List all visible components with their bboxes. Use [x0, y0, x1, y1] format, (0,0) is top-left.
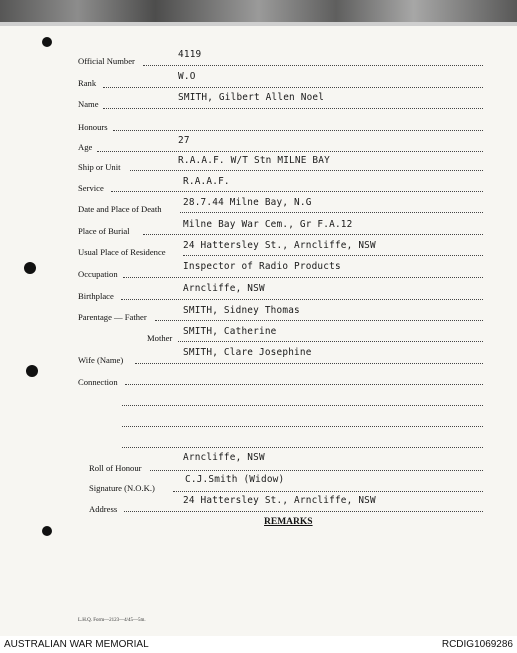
value-usual-residence: 24 Hattersley St., Arncliffe, NSW	[183, 240, 376, 251]
value-age: 27	[178, 135, 190, 146]
form-print-line: L.H.Q. Form—2123—4/45—5m.	[78, 618, 146, 623]
value-date-place-death: 28.7.44 Milne Bay, N.G	[183, 197, 312, 208]
punch-hole-icon	[24, 262, 36, 274]
line-date-place-death	[180, 212, 483, 213]
label-usual-residence: Usual Place of Residence	[78, 247, 166, 257]
value-occupation: Inspector of Radio Products	[183, 261, 341, 272]
line-connection-extra	[122, 426, 483, 427]
label-connection: Connection	[78, 377, 118, 387]
value-ship-or-unit: R.A.A.F. W/T Stn MILNE BAY	[178, 155, 330, 166]
value-roll-of-honour: Arncliffe, NSW	[183, 452, 265, 463]
label-wife: Wife (Name)	[78, 355, 124, 365]
value-wife: SMITH, Clare Josephine	[183, 347, 312, 358]
label-age: Age	[78, 142, 93, 152]
line-place-of-burial	[143, 234, 483, 235]
label-place-of-burial: Place of Burial	[78, 226, 130, 236]
line-signature-nok	[173, 491, 483, 492]
line-age	[97, 151, 483, 152]
line-connection	[125, 384, 483, 385]
label-ship-or-unit: Ship or Unit	[78, 162, 121, 172]
label-occupation: Occupation	[78, 269, 118, 279]
value-birthplace: Arncliffe, NSW	[183, 283, 265, 294]
line-honours	[113, 130, 483, 131]
label-roll-of-honour: Roll of Honour	[89, 463, 142, 473]
value-official-number: 4119	[178, 49, 202, 60]
label-address: Address	[89, 504, 118, 514]
footer-record-id: RCDIG1069286	[441, 639, 513, 650]
value-parentage-father: SMITH, Sidney Thomas	[183, 305, 300, 316]
label-birthplace: Birthplace	[78, 291, 114, 301]
archive-footer	[0, 636, 517, 653]
line-address	[124, 511, 483, 512]
label-rank: Rank	[78, 78, 97, 88]
line-name	[103, 108, 483, 109]
label-name: Name	[78, 99, 99, 109]
value-address: 24 Hattersley St., Arncliffe, NSW	[183, 495, 376, 506]
footer-institution: AUSTRALIAN WAR MEMORIAL	[4, 639, 149, 650]
value-name: SMITH, Gilbert Allen Noel	[178, 92, 325, 103]
line-birthplace	[121, 299, 483, 300]
value-signature-nok: C.J.Smith (Widow)	[185, 474, 285, 485]
line-service	[111, 191, 483, 192]
value-parentage-mother: SMITH, Catherine	[183, 326, 277, 337]
line-rank	[103, 87, 483, 88]
punch-hole-icon	[26, 365, 38, 377]
value-service: R.A.A.F.	[183, 176, 230, 187]
label-date-place-death: Date and Place of Death	[78, 204, 162, 214]
line-connection-extra	[122, 447, 483, 448]
line-wife	[135, 363, 483, 364]
value-place-of-burial: Milne Bay War Cem., Gr F.A.12	[183, 219, 353, 230]
label-honours: Honours	[78, 122, 108, 132]
punch-hole-icon	[42, 526, 52, 536]
label-service: Service	[78, 183, 104, 193]
scan-edge-shadow	[0, 22, 517, 26]
scan-edge	[0, 0, 517, 22]
label-signature-nok: Signature (N.O.K.)	[89, 483, 155, 493]
line-official-number	[143, 65, 483, 66]
label-parentage-mother: Mother	[147, 333, 173, 343]
label-official-number: Official Number	[78, 56, 135, 66]
line-roll-of-honour	[150, 470, 483, 471]
line-ship-or-unit	[130, 170, 483, 171]
line-usual-residence	[183, 255, 483, 256]
line-parentage-mother	[178, 341, 483, 342]
label-parentage-father: Parentage — Father	[78, 312, 147, 322]
remarks-heading: REMARKS	[264, 517, 313, 527]
punch-hole-icon	[42, 37, 52, 47]
line-occupation	[123, 277, 483, 278]
value-rank: W.O	[178, 71, 196, 82]
line-parentage-father	[155, 320, 483, 321]
line-connection-extra	[122, 405, 483, 406]
